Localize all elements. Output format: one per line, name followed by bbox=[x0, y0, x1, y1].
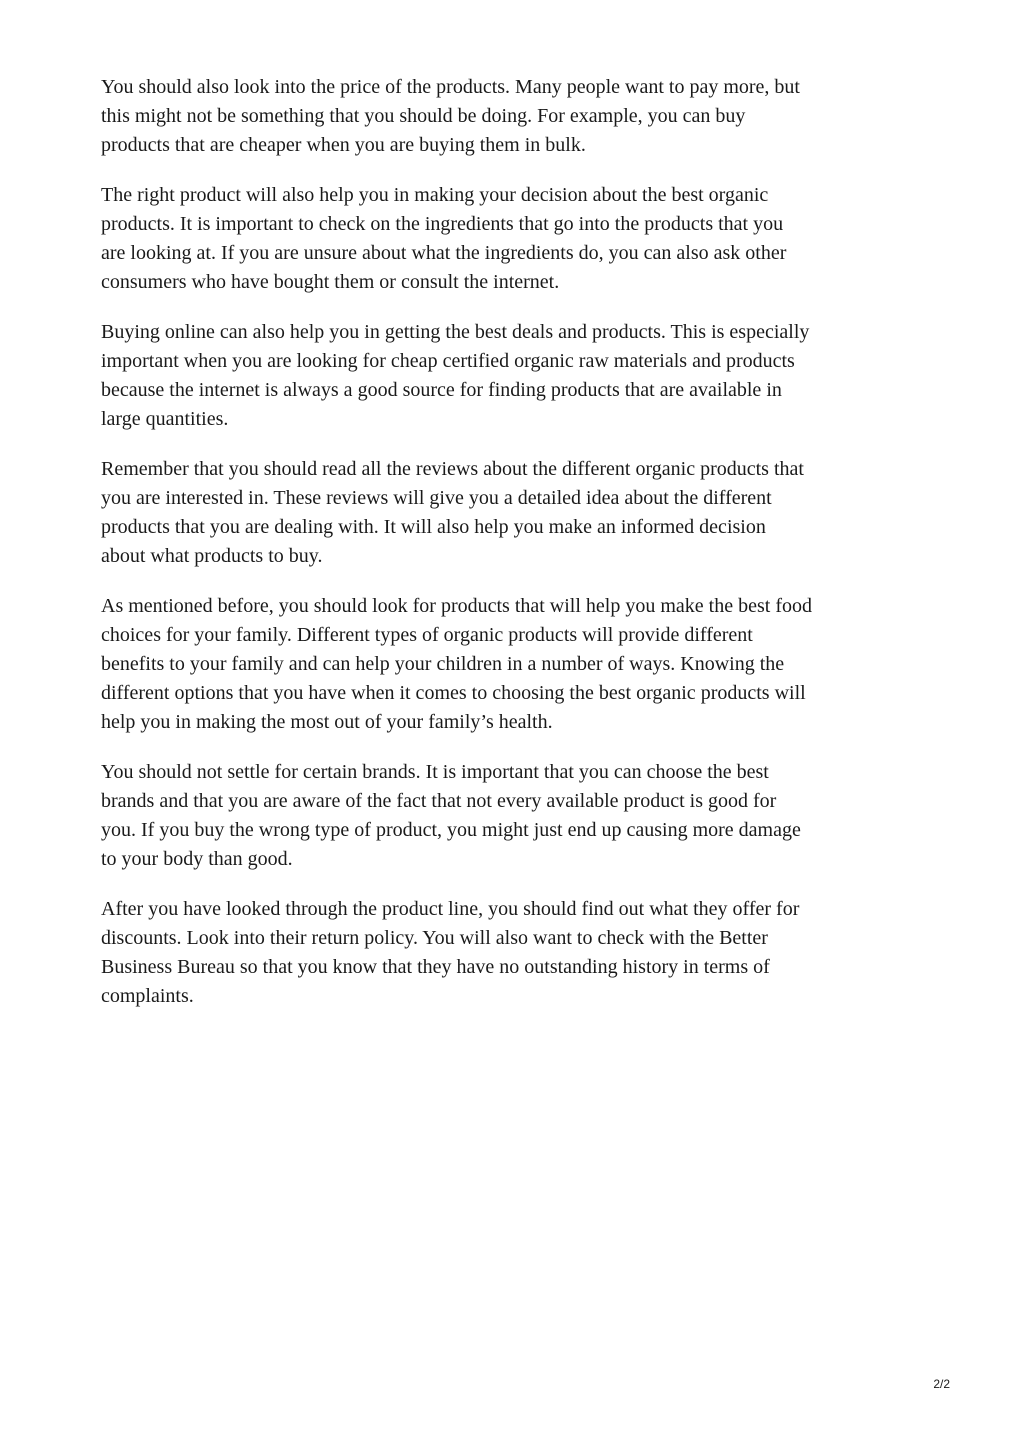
paragraph-line: benefits to your family and can help your children in a number of ways. Knowing the bbox=[101, 653, 785, 675]
paragraph-5 bbox=[101, 592, 931, 737]
paragraph-line: are looking at. If you are unsure about what the ingredients do, you can also ask other bbox=[101, 242, 787, 264]
paragraph-line: products. It is important to check on the ingredients that go into the products that you bbox=[101, 213, 784, 235]
paragraph-line: products that are cheaper when you are buying them in bulk. bbox=[101, 134, 586, 156]
paragraph-line: because the internet is always a good source for finding products that are available in bbox=[101, 379, 782, 401]
paragraph-line: to your body than good. bbox=[101, 848, 293, 870]
paragraph-6 bbox=[101, 758, 931, 874]
paragraph-line: discounts. Look into their return policy. You will also want to check with the Better bbox=[101, 927, 768, 949]
paragraph-line: The right product will also help you in making your decision about the best organic bbox=[101, 184, 769, 206]
paragraph-line: you. If you buy the wrong type of product, you might just end up causing more damage bbox=[101, 819, 801, 841]
paragraph-line: help you in making the most out of your family’s health. bbox=[101, 711, 553, 733]
article-body bbox=[101, 73, 931, 1032]
paragraph-line: you are interested in. These reviews will give you a detailed idea about the different bbox=[101, 487, 772, 509]
paragraph-line: large quantities. bbox=[101, 408, 229, 430]
paragraph-7 bbox=[101, 895, 931, 1011]
paragraph-line: choices for your family. Different types of organic products will provide different bbox=[101, 624, 753, 646]
paragraph-line: important when you are looking for cheap certified organic raw materials and products bbox=[101, 350, 795, 372]
paragraph-line: Buying online can also help you in getting the best deals and products. This is especially bbox=[101, 321, 810, 343]
paragraph-3 bbox=[101, 318, 931, 434]
page-number: 2/2 bbox=[933, 1377, 950, 1391]
paragraph-line: products that you are dealing with. It will also help you make an informed decision bbox=[101, 516, 766, 538]
paragraph-line: different options that you have when it comes to choosing the best organic products will bbox=[101, 682, 806, 704]
paragraph-4 bbox=[101, 455, 931, 571]
paragraph-2 bbox=[101, 181, 931, 297]
paragraph-line: After you have looked through the product line, you should find out what they offer for bbox=[101, 898, 800, 920]
paragraph-line: You should also look into the price of the products. Many people want to pay more, but bbox=[101, 76, 800, 98]
paragraph-line: complaints. bbox=[101, 985, 194, 1007]
paragraph-line: this might not be something that you should be doing. For example, you can buy bbox=[101, 105, 746, 127]
paragraph-line: consumers who have bought them or consult the internet. bbox=[101, 271, 560, 293]
paragraph-line: You should not settle for certain brands. It is important that you can choose the best bbox=[101, 761, 769, 783]
paragraph-line: about what products to buy. bbox=[101, 545, 323, 567]
paragraph-line: Remember that you should read all the reviews about the different organic products that bbox=[101, 458, 804, 480]
paragraph-1 bbox=[101, 73, 931, 160]
paragraph-line: Business Bureau so that you know that they have no outstanding history in terms of bbox=[101, 956, 770, 978]
paragraph-line: As mentioned before, you should look for products that will help you make the best food bbox=[101, 595, 812, 617]
paragraph-line: brands and that you are aware of the fact that not every available product is good for bbox=[101, 790, 777, 812]
